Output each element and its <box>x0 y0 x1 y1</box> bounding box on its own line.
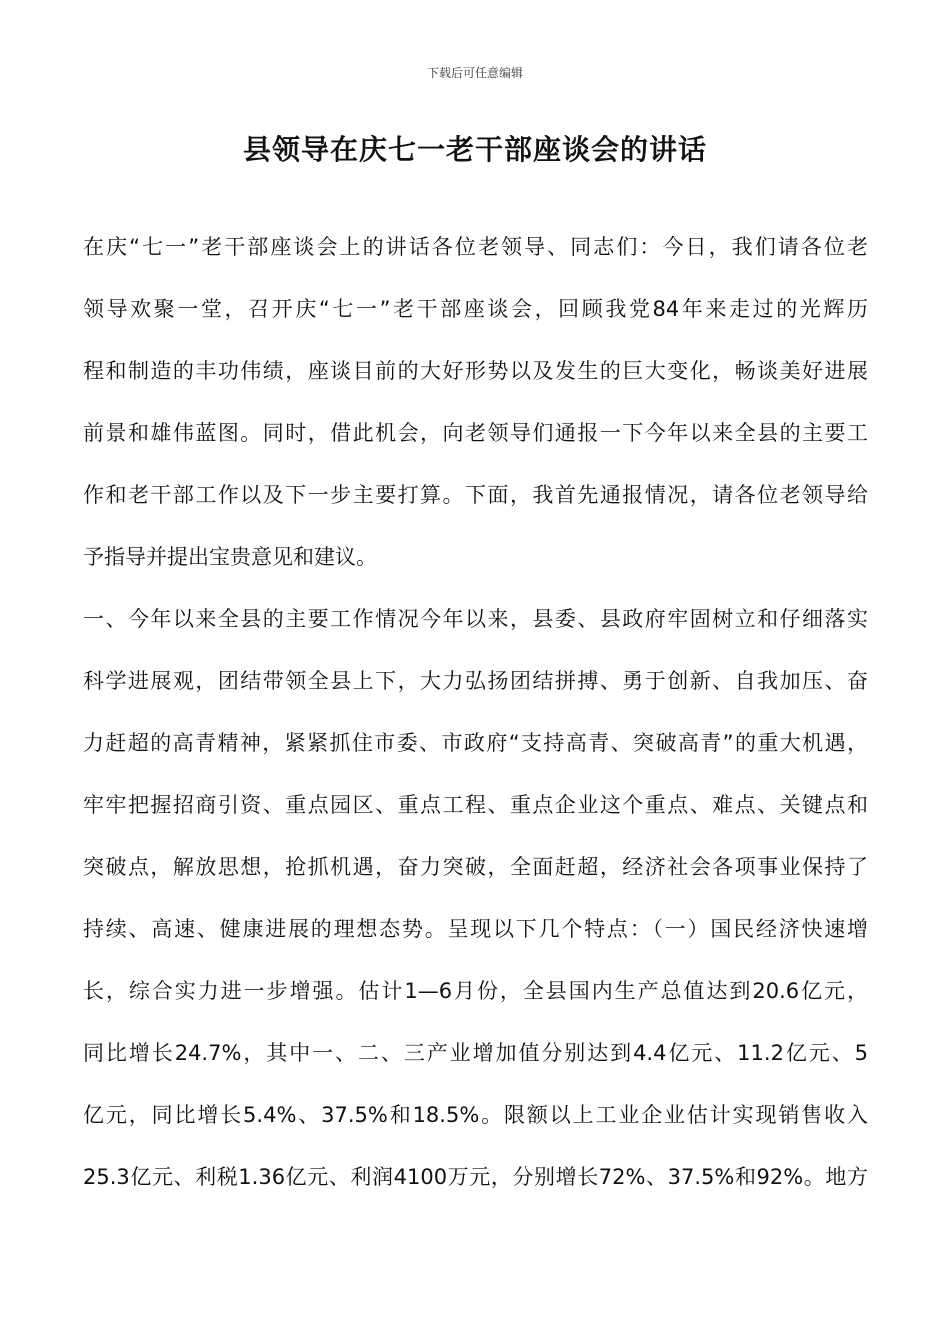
text-line: 前景和雄伟蓝图。同时，借此机会，向老领导们通报一下今年以来全县的主要工 <box>83 421 868 445</box>
text-line: 领导欢聚一堂，召开庆“七一”老干部座谈会，回顾我党84年来走过的光辉历 <box>83 297 868 321</box>
text-line: 在庆“七一”老干部座谈会上的讲话各位老领导、同志们：今日，我们请各位老 <box>83 235 868 259</box>
paragraph-intro <box>83 216 868 588</box>
text-line: 突破点，解放思想，抢抓机遇，奋力突破，全面赶超，经济社会各项事业保持了 <box>83 855 868 879</box>
text-line: 力赶超的高青精神，紧紧抓住市委、市政府“支持高青、突破高青”的重大机遇， <box>83 731 868 755</box>
text-line: 亿元，同比增长5.4%、37.5%和18.5%。限额以上工业企业估计实现销售收入 <box>83 1103 868 1127</box>
text-line: 同比增长24.7%，其中一、二、三产业增加值分别达到4.4亿元、11.2亿元、5 <box>83 1041 868 1065</box>
text-line: 一、今年以来全县的主要工作情况今年以来，县委、县政府牢固树立和仔细落实 <box>83 607 868 631</box>
text-line: 程和制造的丰功伟绩，座谈目前的大好形势以及发生的巨大变化，畅谈美好进展 <box>83 359 868 383</box>
document-body <box>83 216 868 1208</box>
text-line: 长，综合实力进一步增强。估计1—6月份，全县国内生产总值达到20.6亿元， <box>83 979 868 1003</box>
text-line: 持续、高速、健康进展的理想态势。呈现以下几个特点：（一）国民经济快速增 <box>83 917 868 941</box>
text-line: 作和老干部工作以及下一步主要打算。下面，我首先通报情况，请各位老领导给 <box>83 483 868 507</box>
header-note: 下载后可任意编辑 <box>426 66 523 80</box>
text-line: 予指导并提出宝贵意见和建议。 <box>83 545 377 569</box>
document-title: 县领导在庆七一老干部座谈会的讲话 <box>242 133 707 166</box>
text-line: 牢牢把握招商引资、重点园区、重点工程、重点企业这个重点、难点、关键点和 <box>83 793 868 817</box>
text-line: 科学进展观，团结带领全县上下，大力弘扬团结拼搏、勇于创新、自我加压、奋 <box>83 669 868 693</box>
paragraph-section-one <box>83 588 868 1208</box>
text-line: 25.3亿元、利税1.36亿元、利润4100万元，分别增长72%、37.5%和92%。地方 <box>83 1165 868 1189</box>
